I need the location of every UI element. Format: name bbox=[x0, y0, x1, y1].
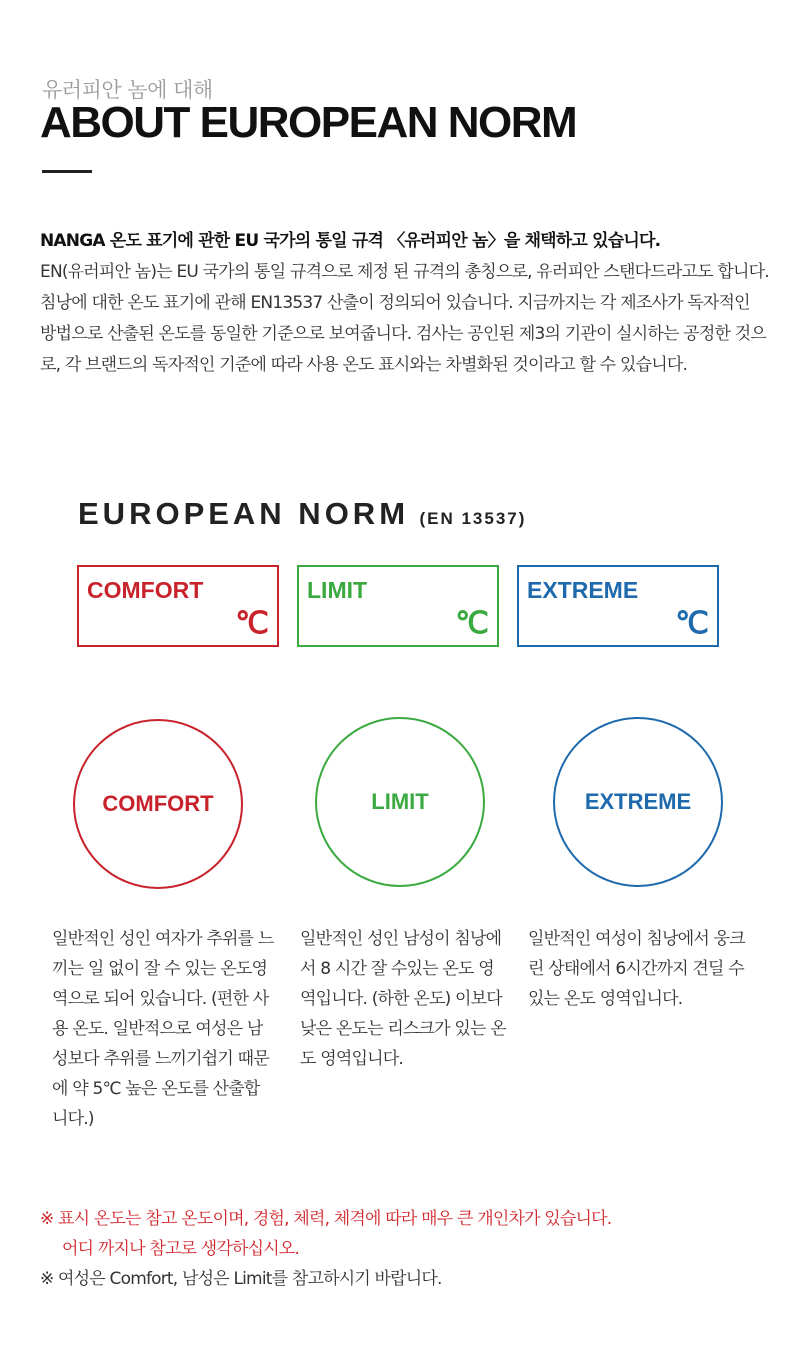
note-line-3: ※ 여성은 Comfort, 남성은 Limit를 참고하시기 바랍니다. bbox=[40, 1269, 442, 1289]
comfort-description: 일반적인 성인 여자가 추위를 느끼는 일 없이 잘 수 있는 온도영역으로 되어 있습니다. (편한 사용 온도. 일반적으로 여성은 남성보다 추위를 느끼기쉽기 때문에 약 5℃ 높은 온도를 산출합니다.) bbox=[52, 929, 274, 1129]
comfort-box-label: COMFORT bbox=[87, 577, 204, 603]
extreme-box bbox=[517, 565, 719, 647]
limit-box-label: LIMIT bbox=[307, 577, 368, 603]
extreme-box-unit: ℃ bbox=[675, 607, 709, 640]
page-title: ABOUT EUROPEAN NORM bbox=[40, 98, 577, 147]
intro-text bbox=[40, 226, 770, 381]
extreme-circle bbox=[553, 717, 723, 887]
limit-description: 일반적인 성인 남성이 침낭에서 8 시간 잘 수있는 온도 영역입니다. (하한 온도) 이보다 낮은 온도는 리스크가 있는 온도 영역입니다. bbox=[300, 929, 506, 1069]
extreme-description: 일반적인 여성이 침낭에서 웅크린 상태에서 6시간까지 견딜 수 있는 온도 영역입니다. bbox=[528, 929, 745, 1009]
limit-box-unit: ℃ bbox=[455, 607, 489, 640]
extreme-box-label: EXTREME bbox=[527, 577, 639, 603]
page-subtitle: 유러피안 놈에 대해 bbox=[42, 78, 213, 102]
limit-box bbox=[297, 565, 499, 647]
norm-heading-title: EUROPEAN NORM bbox=[78, 496, 410, 531]
intro-lead: NANGA 온도 표기에 관한 EU 국가의 통일 규격 〈유러피안 놈〉을 채택하고 있습니다. bbox=[40, 231, 661, 251]
comfort-circle-label: COMFORT bbox=[102, 791, 214, 816]
comfort-box-unit: ℃ bbox=[235, 607, 269, 640]
comfort-box bbox=[77, 565, 279, 647]
notes bbox=[40, 1204, 611, 1294]
limit-circle-label: LIMIT bbox=[371, 789, 429, 814]
extreme-circle-label: EXTREME bbox=[584, 789, 692, 814]
norm-heading bbox=[78, 496, 526, 532]
limit-circle bbox=[315, 717, 485, 887]
note-line-1: ※ 표시 온도는 참고 온도이며, 경험, 체력, 체격에 따라 매우 큰 개인차가 있습니다. bbox=[40, 1209, 612, 1229]
comfort-circle bbox=[73, 719, 243, 889]
norm-heading-code: (EN 13537) bbox=[419, 509, 527, 528]
title-divider bbox=[42, 170, 92, 173]
intro-body: EN(유러피안 놈)는 EU 국가의 통일 규격으로 제정 된 규격의 총칭으로, 유러피안 스탠다드라고도 합니다. 침낭에 대한 온도 표기에 관해 EN13537 산출이 정의되어 있습니다. 지금까지는 각 제조사가 독자적인 방법으로 산출된 온도를 동일한 기준으로 보여줍니다. 검사는 공인된 제3의 기관이 실시하는 공정한 것으로, 각 브랜드의 독자적인 기준에 따라 사용 온도 표시와는 차별화된 것이라고 할 수 있습니다. bbox=[40, 262, 769, 375]
note-line-2: 어디 까지나 참고로 생각하십시오. bbox=[62, 1239, 300, 1259]
